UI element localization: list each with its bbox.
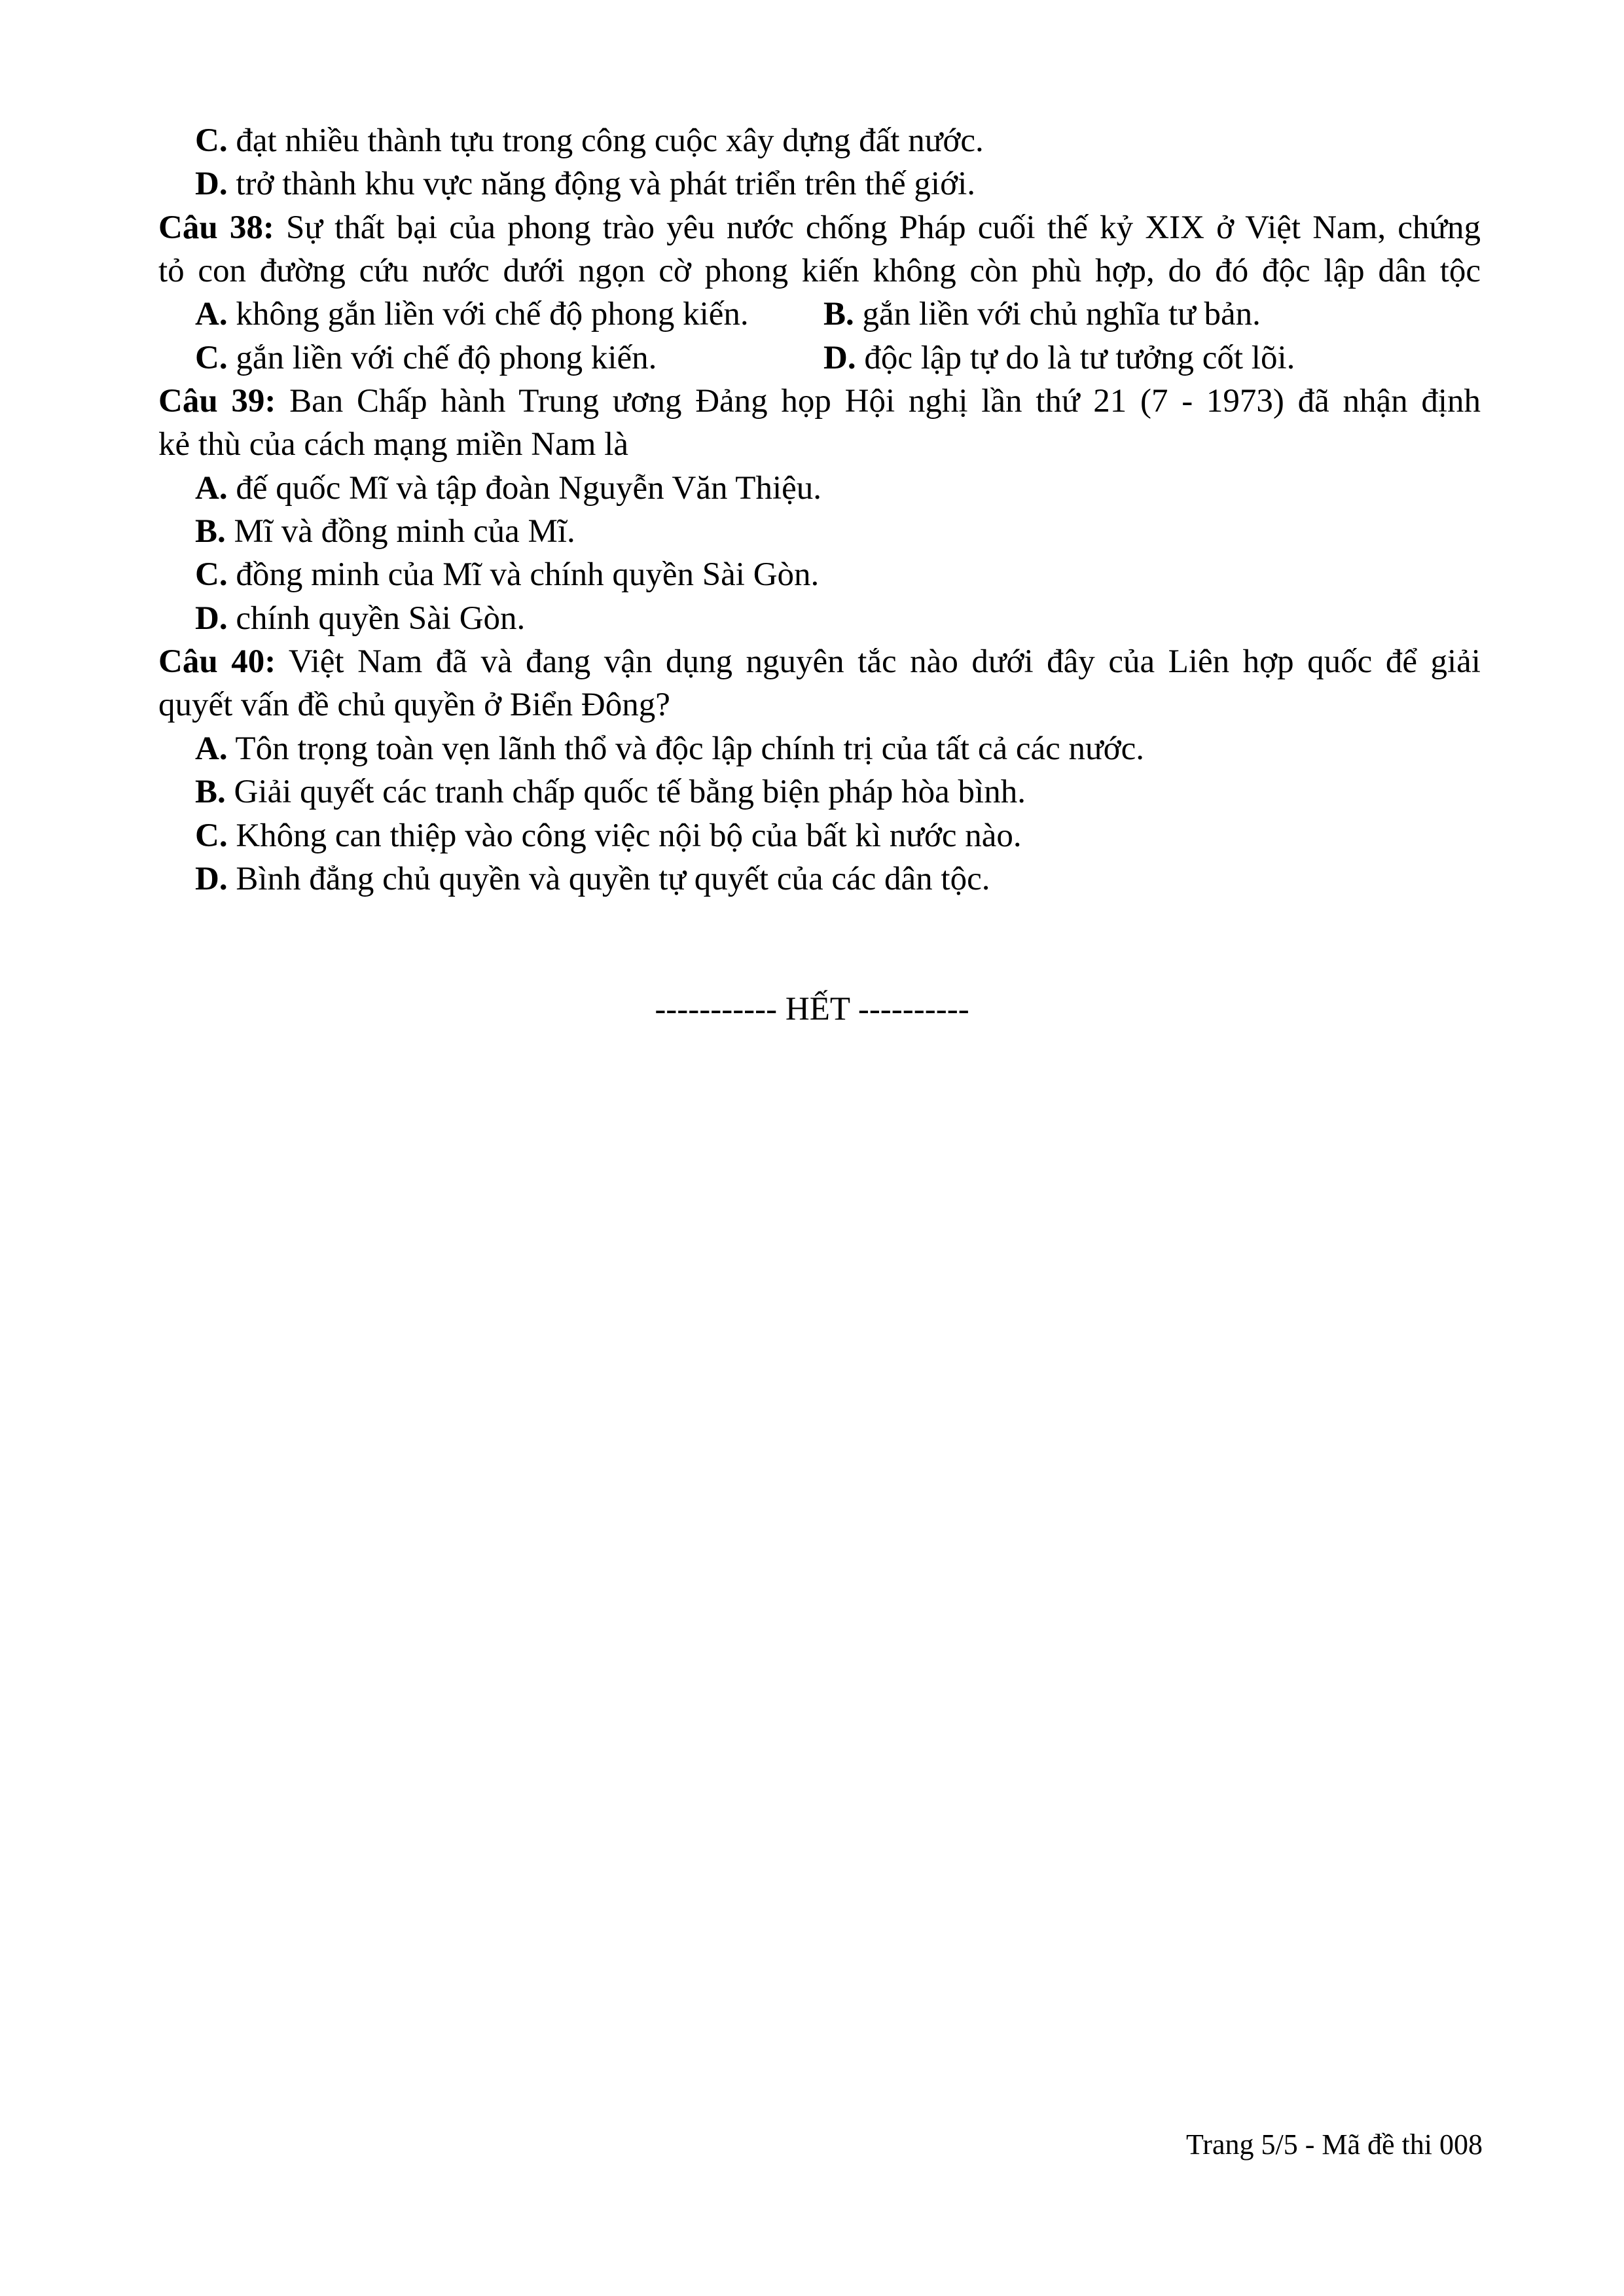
prev-option-d <box>195 168 975 201</box>
option-text: độc lập tự do là tư tưởng cốt lõi. <box>856 340 1295 376</box>
option-label: D. <box>823 340 856 376</box>
option-text: gắn liền với chế độ phong kiến. <box>227 340 657 376</box>
question-38-option-a <box>195 298 749 331</box>
option-label: A. <box>195 730 228 767</box>
question-text: Việt Nam đã và đang vận dụng nguyên tắc nào dưới đây của Liên hợp quốc để giải <box>276 643 1481 680</box>
question-number: Câu 40: <box>158 643 276 680</box>
option-label: C. <box>195 122 228 159</box>
option-text: đạt nhiều thành tựu trong công cuộc xây dựng đất nước. <box>227 122 984 159</box>
question-text: Ban Chấp hành Trung ương Đảng họp Hội nghị lần thứ 21 (7 - 1973) đã nhận định <box>276 383 1481 420</box>
question-40-option-a <box>195 732 1144 766</box>
option-text: Tôn trọng toàn vẹn lãnh thổ và độc lập chính trị của tất cả các nước. <box>227 730 1145 767</box>
question-40-line-2: quyết vấn đề chủ quyền ở Biển Đông? <box>158 687 670 723</box>
option-label: D. <box>195 166 228 202</box>
option-label: B. <box>195 774 226 810</box>
page-footer: Trang 5/5 - Mã đề thi 008 <box>1185 2128 1483 2161</box>
question-number: Câu 39: <box>158 383 276 420</box>
option-text: Mĩ và đồng minh của Mĩ. <box>225 513 575 550</box>
option-label: B. <box>823 296 854 332</box>
question-40-option-d <box>195 863 990 896</box>
option-label: A. <box>195 296 228 332</box>
question-39-option-a <box>195 472 821 505</box>
question-38-option-c <box>195 342 657 375</box>
option-text: chính quyền Sài Gòn. <box>227 600 526 637</box>
option-text: không gắn liền với chế độ phong kiến. <box>227 296 749 332</box>
question-38-option-b <box>823 298 1261 331</box>
option-label: B. <box>195 513 226 550</box>
option-text: đế quốc Mĩ và tập đoàn Nguyễn Văn Thiệu. <box>227 470 822 507</box>
option-text: Bình đẳng chủ quyền và quyền tự quyết của các dân tộc. <box>227 861 990 897</box>
option-label: D. <box>195 861 228 897</box>
option-text: gắn liền với chủ nghĩa tư bản. <box>854 296 1261 332</box>
question-40-option-c <box>195 819 1022 853</box>
question-39-option-b <box>195 515 575 548</box>
question-38-line-1 <box>158 211 1481 245</box>
question-text: Sự thất bại của phong trào yêu nước chống Pháp cuối thế kỷ XIX ở Việt Nam, chứng <box>274 209 1481 246</box>
question-38-option-d <box>823 342 1295 375</box>
question-39-line-1 <box>158 385 1481 418</box>
question-39-line-2: kẻ thù của cách mạng miền Nam là <box>158 426 628 463</box>
question-40-line-1 <box>158 645 1481 679</box>
option-label: C. <box>195 340 228 376</box>
option-text: đồng minh của Mĩ và chính quyền Sài Gòn. <box>227 556 820 593</box>
question-38-line-2: tỏ con đường cứu nước dưới ngọn cờ phong kiến không còn phù hợp, do đó độc lập dân tộc <box>158 253 1481 289</box>
option-label: C. <box>195 556 228 593</box>
question-39-option-d <box>195 602 525 636</box>
option-label: A. <box>195 470 228 507</box>
question-40-option-b <box>195 776 1026 809</box>
question-number: Câu 38: <box>158 209 274 246</box>
option-label: C. <box>195 817 228 854</box>
end-marker: ----------- HẾT ---------- <box>655 991 969 1028</box>
option-text: Không can thiệp vào công việc nội bộ của bất kì nước nào. <box>227 817 1022 854</box>
option-text: trở thành khu vực năng động và phát triển trên thế giới. <box>227 166 975 202</box>
prev-option-c <box>195 124 984 158</box>
option-label: D. <box>195 600 228 637</box>
question-39-option-c <box>195 558 819 592</box>
option-text: Giải quyết các tranh chấp quốc tế bằng biện pháp hòa bình. <box>225 774 1026 810</box>
